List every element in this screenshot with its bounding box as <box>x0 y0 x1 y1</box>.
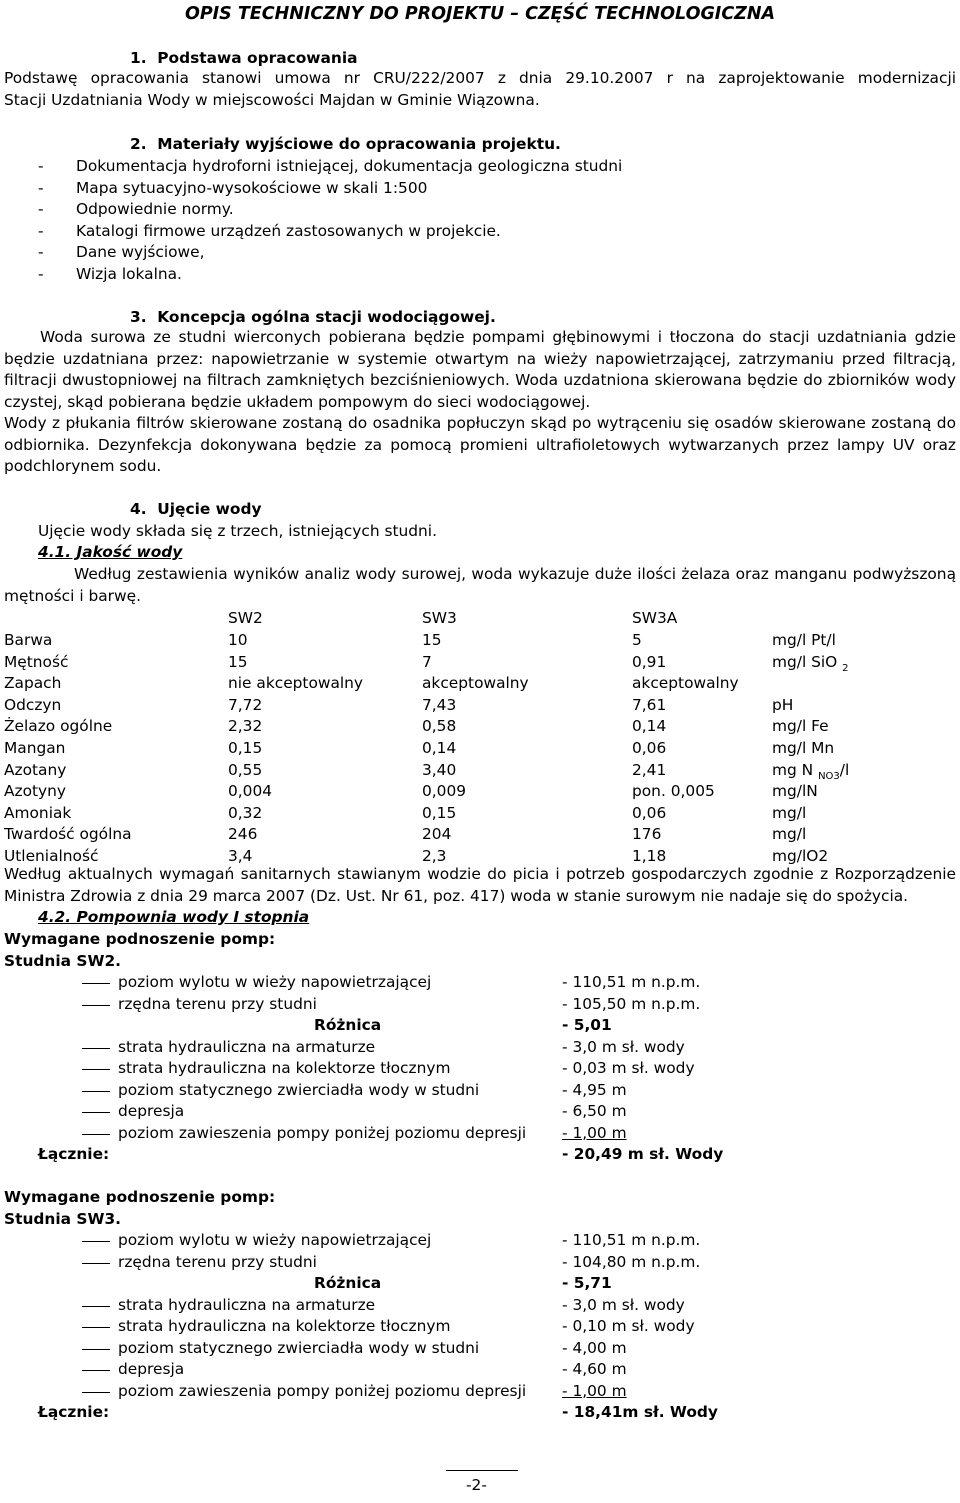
col-header-sw3: SW3 <box>422 609 457 627</box>
unit-subscript: 2 <box>842 662 849 674</box>
calc-item-value: - 1,00 m <box>562 1381 627 1400</box>
value-sw3: 7 <box>422 652 432 671</box>
value-sw2: 3,4 <box>228 847 253 865</box>
calc-item-label: depresja <box>118 1360 185 1378</box>
col-header-sw2: SW2 <box>228 609 263 627</box>
list-dash <box>82 1349 110 1350</box>
list-item: Dokumentacja hydroforni istniejącej, dokumentacja geologiczna studni <box>76 157 623 175</box>
list-item: Odpowiednie normy. <box>76 200 234 219</box>
list-dash <box>82 1263 110 1264</box>
parameter-name: Zapach <box>4 674 62 693</box>
list-dash <box>82 1370 110 1371</box>
page-number: -2- <box>466 1476 487 1494</box>
value-sw3: 0,009 <box>422 782 467 801</box>
value-sw3a: pon. 0,005 <box>632 782 715 801</box>
difference-label: Różnica <box>314 1016 382 1034</box>
value-sw3: 0,58 <box>422 717 457 736</box>
calc-item-value: - 6,50 m <box>562 1102 627 1120</box>
list-dash <box>82 1005 110 1006</box>
value-sw2: 0,55 <box>228 760 263 779</box>
list-item: Wizja lokalna. <box>76 265 182 283</box>
value-sw3a: 5 <box>632 631 642 649</box>
value-sw3: 2,3 <box>422 847 447 865</box>
section-1-line1: Podstawę opracowania stanowi umowa nr CRU/222/2007 z dnia 29.10.2007 r na zaprojektowanie modernizacji <box>4 69 956 87</box>
calc-item-label: poziom statycznego zwierciadła wody w studni <box>118 1338 480 1357</box>
unit: mg/lO2 <box>772 847 829 865</box>
calc-item-value: - 4,00 m <box>562 1338 627 1357</box>
value-sw3: 3,40 <box>422 760 457 779</box>
section-4-after-table: Według aktualnych wymagań sanitarnych stawianym wodzie do picia i potrzeb gospodarczych zgodnie z Rozporządzenie Ministra Zdrowia z dnia 29 marca 2007 (Dz. Ust. Nr 61, poz. 417) woda w stanie surowym nie nadaje się do spożycia. <box>4 865 956 905</box>
parameter-name: Utlenialność <box>4 847 99 865</box>
value-sw2: 0,004 <box>228 782 273 801</box>
value-sw3: 7,43 <box>422 695 457 714</box>
value-sw2: nie akceptowalny <box>228 674 364 693</box>
parameter-name: Twardość ogólna <box>4 825 132 844</box>
footer-rule <box>446 1470 518 1471</box>
difference-value: - 5,71 <box>562 1274 612 1292</box>
unit: mg/l Fe <box>772 717 829 736</box>
unit: pH <box>772 695 794 714</box>
calc-item-label: strata hydrauliczna na kolektorze tłocznym <box>118 1059 451 1077</box>
list-dash <box>82 1327 110 1328</box>
parameter-name: Barwa <box>4 631 53 649</box>
unit: mg/l Mn <box>772 739 835 757</box>
calc-item-value: - 0,10 m sł. wody <box>562 1317 695 1335</box>
value-sw3a: 176 <box>632 825 662 844</box>
calc-item-value: - 110,51 m n.p.m. <box>562 973 701 991</box>
value-sw2: 2,32 <box>228 717 263 736</box>
section-3-paragraph-1: Woda surowa ze studni wierconych pobierana będzie pompami głębinowymi i tłoczona do stacji uzdatniania gdzie będzie uzdatniana przez: napowietrzanie w systemie otwartym na wieży napowietrzającej, zatrzymaniu przed filtracją, filtracji dwustopniowej na filtrach zamkniętych bezciśnieniowych. Woda uzdatniona skierowana będzie do zbiorników wody czystej, skąd pobierana będzie układem pompowym do sieci wodociągowej. <box>4 328 956 411</box>
section-2-title: 2. Materiały wyjściowe do opracowania projektu. <box>130 135 561 153</box>
section-4-2-title: 4.2. Pompownia wody I stopnia <box>38 908 310 926</box>
list-dash <box>82 1392 110 1393</box>
section-1-line2: Stacji Uzdatniania Wody w miejscowości Majdan w Gminie Wiązowna. <box>4 91 540 109</box>
calc-item-value: - 105,50 m n.p.m. <box>562 994 701 1013</box>
list-dash <box>82 983 110 984</box>
calc-item-value: - 104,80 m n.p.m. <box>562 1252 701 1271</box>
calc-item-value: - 4,60 m <box>562 1360 627 1378</box>
value-sw3a: 0,91 <box>632 652 667 671</box>
list-item: Katalogi firmowe urządzeń zastosowanych w projekcie. <box>76 221 501 240</box>
parameter-name: Azotyny <box>4 782 67 801</box>
parameter-name: Żelazo ogólne <box>4 717 113 736</box>
value-sw3a: 1,18 <box>632 847 667 865</box>
section-3-paragraph-2: Wody z płukania filtrów skierowane zostaną do osadnika popłuczyn skąd po wytrąceniu się osadów skierowane zostaną do odbiornika. Dezynfekcja dokonywana będzie za pomocą promieni ultrafioletowych wytwarzanych przez lampy UV oraz podchlorynem sodu. <box>4 414 956 476</box>
calc-item-label: strata hydrauliczna na armaturze <box>118 1037 376 1056</box>
calc-item-value: - 4,95 m <box>562 1080 627 1099</box>
required-head-label: Wymagane podnoszenie pomp: <box>4 1188 276 1206</box>
list-dash: - <box>38 243 44 262</box>
well-name: Studnia SW2. <box>4 951 122 970</box>
document-header: OPIS TECHNICZNY DO PROJEKTU – CZĘŚĆ TECHNOLOGICZNA <box>184 4 776 24</box>
calc-item-label: poziom zawieszenia pompy poniżej poziomu depresji <box>118 1123 527 1142</box>
calc-item-label: strata hydrauliczna na kolektorze tłocznym <box>118 1317 451 1335</box>
value-sw3: 0,15 <box>422 803 457 822</box>
parameter-name: Azotany <box>4 760 67 779</box>
calc-item-label: rzędna terenu przy studni <box>118 994 317 1013</box>
unit-subscript: NO3 <box>818 770 840 782</box>
calc-item-label: poziom statycznego zwierciadła wody w studni <box>118 1080 480 1099</box>
value-sw2: 0,32 <box>228 803 263 822</box>
calc-item-label: poziom wylotu w wieży napowietrzającej <box>118 1231 432 1249</box>
calc-item-label: poziom wylotu w wieży napowietrzającej <box>118 973 432 991</box>
calc-item-value: - 3,0 m sł. wody <box>562 1295 685 1314</box>
list-item: Dane wyjściowe, <box>76 243 205 262</box>
total-label: Łącznie: <box>38 1145 110 1163</box>
value-sw3: akceptowalny <box>422 674 529 693</box>
list-dash: - <box>38 265 44 283</box>
section-1-title: 1. Podstawa opracowania <box>130 49 358 67</box>
total-value: - 20,49 m sł. Wody <box>562 1145 724 1163</box>
value-sw3a: 0,06 <box>632 739 667 757</box>
total-label: Łącznie: <box>38 1403 110 1421</box>
section-3-title: 3. Koncepcja ogólna stacji wodociągowej. <box>130 308 496 326</box>
calc-item-value: - 0,03 m sł. wody <box>562 1059 695 1077</box>
value-sw3a: 2,41 <box>632 760 667 779</box>
list-dash: - <box>38 221 44 240</box>
list-dash <box>82 1134 110 1135</box>
value-sw3a: 7,61 <box>632 695 667 714</box>
value-sw2: 0,15 <box>228 739 263 757</box>
calc-item-value: - 3,0 m sł. wody <box>562 1037 685 1056</box>
value-sw3: 15 <box>422 631 442 649</box>
value-sw2: 246 <box>228 825 258 844</box>
list-dash: - <box>38 157 44 175</box>
calc-item-label: poziom zawieszenia pompy poniżej poziomu depresji <box>118 1381 527 1400</box>
list-item: Mapa sytuacyjno-wysokościowe w skali 1:500 <box>76 178 428 197</box>
unit: mg N $_{NO3}$/l <box>772 760 850 782</box>
parameter-name: Amoniak <box>4 803 72 822</box>
parameter-name: Mętność <box>4 652 69 671</box>
parameter-name: Mangan <box>4 739 66 757</box>
list-dash <box>82 1112 110 1113</box>
difference-label: Różnica <box>314 1274 382 1292</box>
total-value: - 18,41m sł. Wody <box>562 1403 718 1421</box>
value-sw2: 10 <box>228 631 248 649</box>
list-dash <box>82 1306 110 1307</box>
unit: mg/l SiO $_2$ <box>772 652 849 674</box>
calc-item-label: rzędna terenu przy studni <box>118 1252 317 1271</box>
value-sw2: 7,72 <box>228 695 263 714</box>
unit: mg/l <box>772 825 807 844</box>
list-dash <box>82 1091 110 1092</box>
section-4-line1: Ujęcie wody składa się z trzech, istniejących studni. <box>38 522 437 540</box>
calc-item-value: - 110,51 m n.p.m. <box>562 1231 701 1249</box>
unit: mg/l Pt/l <box>772 631 836 649</box>
required-head-label: Wymagane podnoszenie pomp: <box>4 930 276 948</box>
calc-item-label: depresja <box>118 1102 185 1120</box>
list-dash <box>82 1048 110 1049</box>
section-4-title: 4. Ujęcie wody <box>130 500 262 518</box>
parameter-name: Odczyn <box>4 695 62 714</box>
list-dash: - <box>38 200 44 219</box>
col-header-sw3a: SW3A <box>632 609 678 627</box>
list-dash: - <box>38 178 44 197</box>
value-sw3a: 0,14 <box>632 717 667 736</box>
well-name: Studnia SW3. <box>4 1209 122 1228</box>
list-dash <box>82 1241 110 1242</box>
difference-value: - 5,01 <box>562 1016 612 1034</box>
unit: mg/lN <box>772 782 818 801</box>
value-sw3a: 0,06 <box>632 803 667 822</box>
value-sw3: 0,14 <box>422 739 457 757</box>
calc-item-label: strata hydrauliczna na armaturze <box>118 1295 376 1314</box>
section-4-1-paragraph: Według zestawienia wyników analiz wody surowej, woda wykazuje duże ilości żelaza oraz manganu podwyższoną mętności i barwę. <box>4 565 956 605</box>
value-sw3: 204 <box>422 825 452 844</box>
value-sw3a: akceptowalny <box>632 674 739 693</box>
list-dash <box>82 1069 110 1070</box>
calc-item-value: - 1,00 m <box>562 1123 627 1142</box>
value-sw2: 15 <box>228 652 248 671</box>
section-4-1-title: 4.1. Jakość wody <box>38 543 183 561</box>
unit: mg/l <box>772 803 807 822</box>
